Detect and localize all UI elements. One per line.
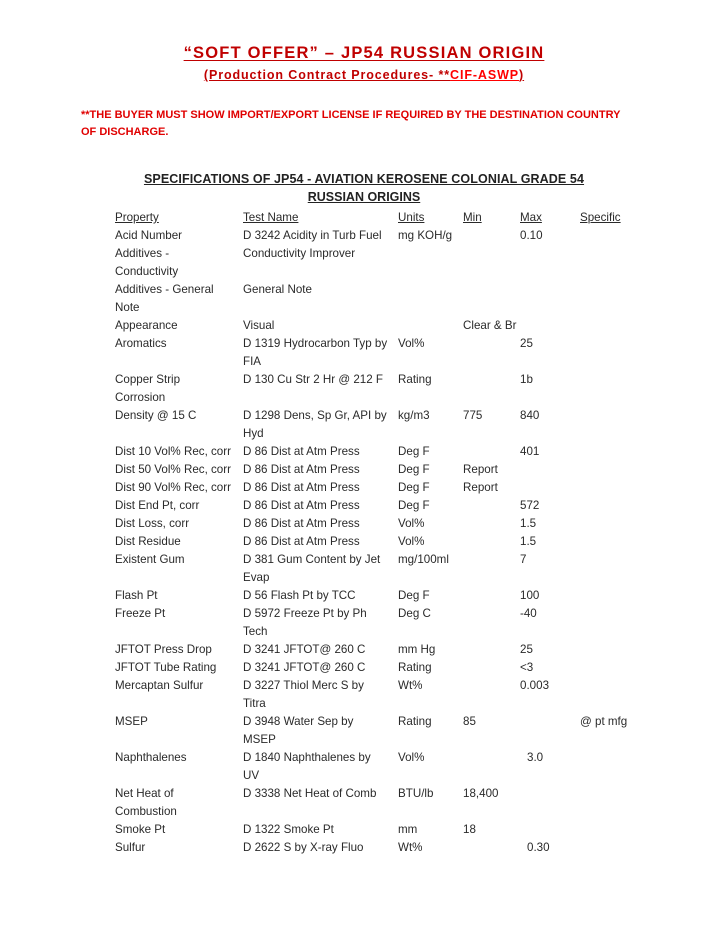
test-name-cell: D 86 Dist at Atm Press — [243, 499, 360, 512]
test-name-cell: D 56 Flash Pt by TCC — [243, 589, 356, 602]
property-cell: Aromatics — [115, 337, 167, 350]
property-cell: Dist 10 Vol% Rec, corr — [115, 445, 231, 458]
max-cell: 840 — [520, 409, 540, 422]
property-cell: Density @ 15 C — [115, 409, 197, 422]
property-cell: Net Heat of — [115, 787, 174, 800]
units-cell: Deg C — [398, 607, 431, 620]
max-cell: 0.30 — [527, 841, 550, 854]
property-cell: MSEP — [115, 715, 148, 728]
units-cell: Deg F — [398, 445, 430, 458]
max-cell: <3 — [520, 661, 534, 674]
test-name-cell: D 86 Dist at Atm Press — [243, 463, 360, 476]
property-cell: Freeze Pt — [115, 607, 166, 620]
units-cell: Wt% — [398, 679, 423, 692]
max-cell: 0.10 — [520, 229, 543, 242]
test-name-cell: D 3948 Water Sep by — [243, 715, 354, 728]
units-cell: BTU/lb — [398, 787, 434, 800]
max-cell: 3.0 — [527, 751, 544, 764]
max-cell: 1.5 — [520, 535, 537, 548]
test-name-cell: D 86 Dist at Atm Press — [243, 517, 360, 530]
test-name-cell: D 3241 JFTOT@ 260 C — [243, 643, 366, 656]
test-name-cell: D 1322 Smoke Pt — [243, 823, 334, 836]
property-cell: Additives - General — [115, 283, 214, 296]
document-subtitle — [0, 68, 728, 82]
units-cell: Vol% — [398, 535, 425, 548]
max-cell: 100 — [520, 589, 540, 602]
property-cell: Mercaptan Sulfur — [115, 679, 204, 692]
max-cell: -40 — [520, 607, 537, 620]
property-cell: Dist 90 Vol% Rec, corr — [115, 481, 231, 494]
units-cell: Rating — [398, 661, 432, 674]
test-name-cell: D 3242 Acidity in Turb Fuel — [243, 229, 382, 242]
units-cell: Deg F — [398, 589, 430, 602]
units-cell: Deg F — [398, 481, 430, 494]
units-cell: Vol% — [398, 517, 425, 530]
property-cell: JFTOT Press Drop — [115, 643, 212, 656]
notice-line-2: OF DISCHARGE. — [81, 126, 169, 138]
max-cell: 401 — [520, 445, 540, 458]
property-cell-line2: Note — [115, 301, 140, 314]
test-name-cell: D 1298 Dens, Sp Gr, API by — [243, 409, 387, 422]
test-name-cell-line2: Titra — [243, 697, 266, 710]
property-cell: Copper Strip — [115, 373, 181, 386]
min-cell: 18,400 — [463, 787, 499, 800]
col-header-test-name: Test Name — [243, 211, 299, 224]
test-name-cell: Visual — [243, 319, 275, 332]
test-name-cell: D 2622 S by X-ray Fluo — [243, 841, 364, 854]
min-cell: 18 — [463, 823, 476, 836]
col-header-property: Property — [115, 211, 159, 224]
test-name-cell: Conductivity Improver — [243, 247, 356, 260]
units-cell: mg KOH/g — [398, 229, 453, 242]
units-cell: kg/m3 — [398, 409, 430, 422]
subtitle-prefix: (Production Contract Procedures- ** — [203, 68, 451, 82]
max-cell: 25 — [520, 337, 533, 350]
test-name-cell-line2: Tech — [243, 625, 268, 638]
col-header-min: Min — [463, 211, 482, 224]
test-name-cell: D 86 Dist at Atm Press — [243, 445, 360, 458]
property-cell: Flash Pt — [115, 589, 158, 602]
property-cell: Acid Number — [115, 229, 183, 242]
test-name-cell: D 1319 Hydrocarbon Typ by — [243, 337, 388, 350]
property-cell: Dist Loss, corr — [115, 517, 190, 530]
test-name-cell-line2: Hyd — [243, 427, 264, 440]
specific-cell: @ pt mfg — [580, 715, 628, 728]
col-header-max: Max — [520, 211, 542, 224]
property-cell: Dist End Pt, corr — [115, 499, 200, 512]
property-cell-line2: Corrosion — [115, 391, 166, 404]
license-notice — [81, 107, 691, 141]
spec-subtitle: RUSSIAN ORIGINS — [307, 190, 421, 204]
notice-line-1: **THE BUYER MUST SHOW IMPORT/EXPORT LICENSE IF REQUIRED BY THE DESTINATION COUNTRY — [81, 109, 621, 121]
max-cell: 0.003 — [520, 679, 550, 692]
units-cell: Vol% — [398, 337, 425, 350]
max-cell: 1b — [520, 373, 533, 386]
spec-title: SPECIFICATIONS OF JP54 - AVIATION KEROSENE COLONIAL GRADE 54 — [143, 172, 585, 186]
min-cell: Report — [463, 481, 498, 494]
property-cell-line2: Combustion — [115, 805, 177, 818]
max-cell: 25 — [520, 643, 533, 656]
test-name-cell: D 3338 Net Heat of Comb — [243, 787, 377, 800]
test-name-cell: D 381 Gum Content by Jet — [243, 553, 381, 566]
min-cell: Clear & Br — [463, 319, 517, 332]
property-cell: Dist 50 Vol% Rec, corr — [115, 463, 231, 476]
document-title: “SOFT OFFER” – JP54 RUSSIAN ORIGIN — [183, 44, 545, 62]
property-cell: Appearance — [115, 319, 178, 332]
property-cell: Sulfur — [115, 841, 146, 854]
test-name-cell: D 5972 Freeze Pt by Ph — [243, 607, 367, 620]
units-cell: Rating — [398, 373, 432, 386]
min-cell: Report — [463, 463, 498, 476]
test-name-cell: General Note — [243, 283, 312, 296]
min-cell: 775 — [463, 409, 483, 422]
test-name-cell: D 86 Dist at Atm Press — [243, 481, 360, 494]
subtitle-suffix: ) — [519, 68, 525, 82]
property-cell: Dist Residue — [115, 535, 181, 548]
property-cell: Smoke Pt — [115, 823, 166, 836]
test-name-cell-line2: Evap — [243, 571, 270, 584]
col-header-specific: Specific — [580, 211, 621, 224]
test-name-cell-line2: UV — [243, 769, 260, 782]
test-name-cell: D 3241 JFTOT@ 260 C — [243, 661, 366, 674]
test-name-cell-line2: FIA — [243, 355, 262, 368]
min-cell: 85 — [463, 715, 476, 728]
test-name-cell: D 130 Cu Str 2 Hr @ 212 F — [243, 373, 383, 386]
test-name-cell: D 1840 Naphthalenes by — [243, 751, 371, 764]
property-cell-line2: Conductivity — [115, 265, 179, 278]
test-name-cell-line2: MSEP — [243, 733, 276, 746]
max-cell: 1.5 — [520, 517, 537, 530]
col-header-units: Units — [398, 211, 425, 224]
test-name-cell: D 86 Dist at Atm Press — [243, 535, 360, 548]
units-cell: Wt% — [398, 841, 423, 854]
test-name-cell: D 3227 Thiol Merc S by — [243, 679, 364, 692]
units-cell: Vol% — [398, 751, 425, 764]
subtitle-terms: CIF-ASWP — [450, 68, 520, 82]
property-cell: Additives - — [115, 247, 170, 260]
max-cell: 572 — [520, 499, 540, 512]
property-cell: Naphthalenes — [115, 751, 187, 764]
property-cell: JFTOT Tube Rating — [115, 661, 217, 674]
units-cell: mm — [398, 823, 418, 836]
units-cell: Deg F — [398, 499, 430, 512]
max-cell: 7 — [520, 553, 527, 566]
property-cell: Existent Gum — [115, 553, 185, 566]
units-cell: mg/100ml — [398, 553, 449, 566]
units-cell: Deg F — [398, 463, 430, 476]
units-cell: Rating — [398, 715, 432, 728]
units-cell: mm Hg — [398, 643, 436, 656]
